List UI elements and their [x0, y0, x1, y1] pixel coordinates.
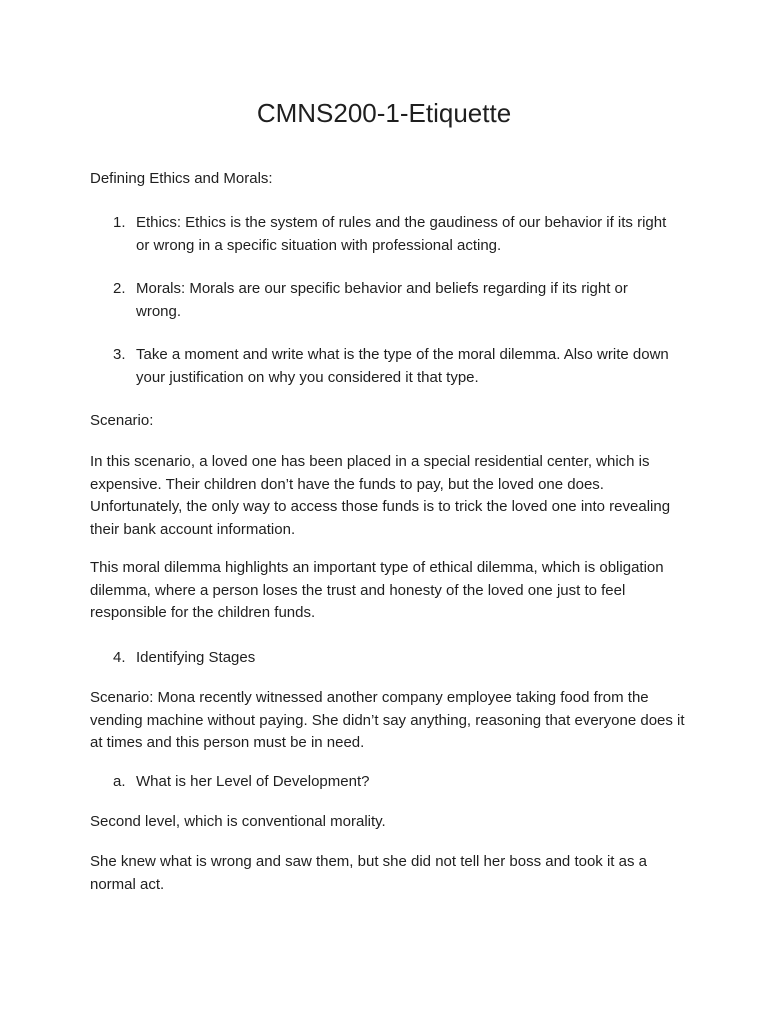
- list-marker: a.: [113, 773, 126, 790]
- answer-paragraph: Second level, which is conventional morality.: [90, 813, 386, 830]
- list-marker: 4.: [113, 649, 126, 666]
- sub-list-item: [113, 771, 673, 794]
- list-marker: 1.: [113, 214, 126, 231]
- list-item: [113, 278, 673, 323]
- list-item-text: Ethics: Ethics is the system of rules and the gaudiness of our behavior if its right or wrong in a specific situation with professional acting.: [136, 214, 667, 254]
- scenario-label: Scenario:: [90, 412, 154, 429]
- list-item: [113, 344, 673, 389]
- list-item-text: Take a moment and write what is the type of the moral dilemma. Also write down your justification on why you considered it that type.: [136, 346, 669, 386]
- list-item-text: Morals: Morals are our specific behavior and beliefs regarding if its right or wrong.: [136, 280, 628, 320]
- explanation-paragraph: She knew what is wrong and saw them, but she did not tell her boss and took it as a normal act.: [90, 853, 647, 893]
- list-item: [113, 212, 673, 257]
- list-marker: 2.: [113, 280, 126, 297]
- section-heading: Defining Ethics and Morals:: [90, 170, 273, 187]
- list-item-text: Identifying Stages: [136, 649, 256, 666]
- scenario2-paragraph: Scenario: Mona recently witnessed another company employee taking food from the vending machine without paying. She didn’t say anything, reasoning that everyone does it at times and this person must be in need.: [90, 689, 685, 751]
- list-item: [113, 647, 673, 670]
- list-marker: 3.: [113, 346, 126, 363]
- document-title: CMNS200-1-Etiquette: [256, 98, 512, 128]
- dilemma-paragraph: This moral dilemma highlights an important type of ethical dilemma, which is obligation dilemma, where a person loses the trust and honesty of the loved one just to feel responsible for the children funds.: [90, 559, 664, 621]
- scenario-paragraph: In this scenario, a loved one has been placed in a special residential center, which is expensive. Their children don’t have the funds to pay, but the loved one does. Unfortunately, the only way to access those funds is to trick the loved one into revealing their bank account information.: [90, 453, 671, 538]
- list-item-text: What is her Level of Development?: [136, 773, 370, 790]
